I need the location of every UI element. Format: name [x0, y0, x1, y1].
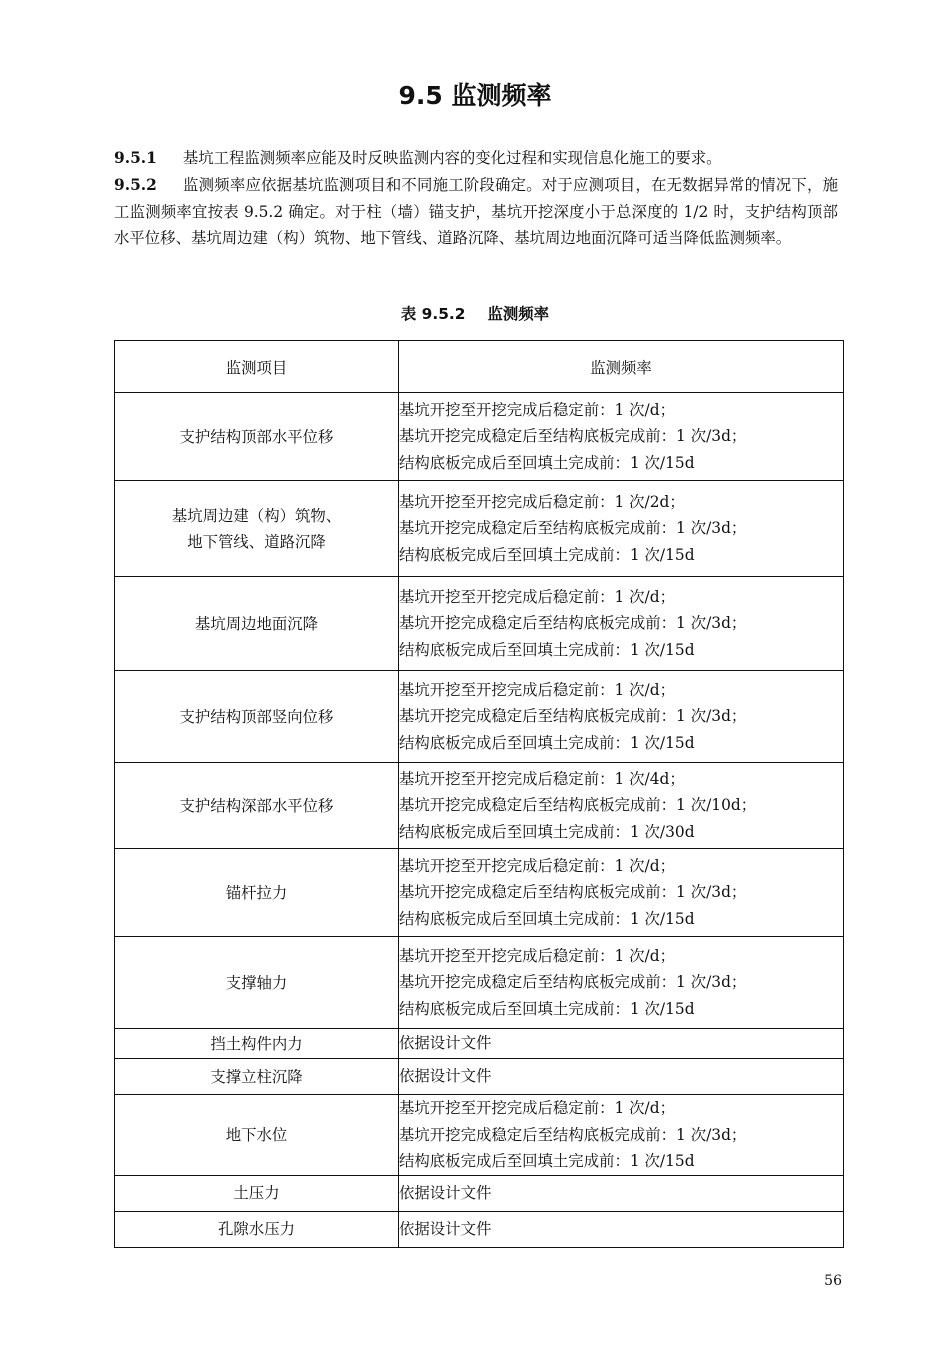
monitoring-item-text: 支撑轴力	[225, 973, 288, 992]
page-number: 56	[824, 1273, 842, 1289]
frequency-line: 基坑开挖完成稳定后至结构底板完成前：1 次/3d；	[399, 427, 747, 446]
monitoring-item-text: 支护结构顶部竖向位移	[179, 707, 334, 726]
monitoring-frequency-cell	[399, 763, 844, 849]
clause-text: 基坑工程监测频率应能及时反映监测内容的变化过程和实现信息化施工的要求。	[182, 149, 722, 167]
table-row	[115, 577, 844, 671]
monitoring-item-cell	[115, 393, 399, 481]
frequency-line: 基坑开挖至开挖完成后稳定前：1 次/d；	[399, 946, 675, 965]
monitoring-frequency-cell	[399, 577, 844, 671]
table-row	[115, 937, 844, 1029]
frequency-line: 基坑开挖完成稳定后至结构底板完成前：1 次/3d；	[399, 707, 747, 726]
table-header-row	[115, 341, 844, 393]
monitoring-item-text: 支撑立柱沉降	[210, 1067, 303, 1086]
table-row	[115, 393, 844, 481]
monitoring-item-cell	[115, 849, 399, 937]
table-caption	[0, 302, 950, 324]
table-caption-title: 监测频率	[487, 305, 550, 323]
frequency-line: 结构底板完成后至回填土完成前：1 次/15d	[399, 999, 695, 1018]
table-row	[115, 1211, 844, 1247]
monitoring-frequency-table	[114, 340, 844, 1248]
frequency-line: 基坑开挖至开挖完成后稳定前：1 次/d；	[399, 680, 675, 699]
table-row	[115, 1059, 844, 1095]
table-row	[115, 1175, 844, 1211]
header-frequency: 监测频率	[399, 341, 844, 393]
monitoring-item-cell	[115, 577, 399, 671]
monitoring-item-text: 支护结构顶部水平位移	[179, 427, 334, 446]
table-row	[115, 671, 844, 763]
clause-number: 9.5.1	[114, 149, 157, 167]
clause-9-5-2	[114, 172, 838, 252]
frequency-line: 结构底板完成后至回填土完成前：1 次/30d	[399, 822, 695, 841]
table-row	[115, 1029, 844, 1059]
monitoring-item-cell	[115, 1095, 399, 1176]
monitoring-item-cell	[115, 1175, 399, 1211]
frequency-line: 依据设计文件	[399, 1067, 492, 1086]
monitoring-item-cell	[115, 481, 399, 577]
monitoring-item-text: 锚杆拉力	[225, 883, 288, 902]
monitoring-item-text: 挡土构件内力	[210, 1034, 303, 1053]
section-title: 9.5 监测频率	[398, 81, 552, 110]
frequency-line: 基坑开挖至开挖完成后稳定前：1 次/4d；	[399, 769, 685, 788]
monitoring-frequency-cell	[399, 849, 844, 937]
frequency-line: 基坑开挖完成稳定后至结构底板完成前：1 次/3d；	[399, 614, 747, 633]
frequency-line: 基坑开挖至开挖完成后稳定前：1 次/2d；	[399, 492, 685, 511]
header-item: 监测项目	[115, 341, 399, 393]
monitoring-item-cell	[115, 1029, 399, 1059]
monitoring-frequency-cell	[399, 1211, 844, 1247]
monitoring-frequency-cell	[399, 671, 844, 763]
monitoring-item-text: 孔隙水压力	[218, 1220, 295, 1238]
frequency-line: 基坑开挖完成稳定后至结构底板完成前：1 次/3d；	[399, 883, 747, 902]
monitoring-frequency-cell	[399, 393, 844, 481]
monitoring-frequency-cell	[399, 937, 844, 1029]
table-row	[115, 481, 844, 577]
frequency-line: 依据设计文件	[399, 1034, 492, 1053]
frequency-line: 结构底板完成后至回填土完成前：1 次/15d	[399, 1152, 695, 1170]
monitoring-frequency-cell	[399, 1175, 844, 1211]
clause-text: 监测频率应依据基坑监测项目和不同施工阶段确定。对于应测项目，在无数据异常的情况下，施工监测频率宜按表 9.5.2 确定。对于柱（墙）锚支护，基坑开挖深度小于总深度的 1/2 时，支护结构顶部水平位移、基坑周边建（构）筑物、地下管线、道路沉降、基坑周边地面沉降可适当降低监测频率。	[114, 176, 838, 247]
monitoring-item-cell	[115, 1211, 399, 1247]
frequency-line: 依据设计文件	[399, 1219, 492, 1238]
monitoring-item-text: 地下水位	[225, 1125, 288, 1144]
monitoring-item-text: 基坑周边地面沉降	[194, 614, 319, 633]
frequency-line: 基坑开挖至开挖完成后稳定前：1 次/d；	[399, 587, 675, 606]
frequency-line: 基坑开挖完成稳定后至结构底板完成前：1 次/3d；	[399, 1125, 747, 1144]
table-row	[115, 1095, 844, 1176]
monitoring-frequency-cell	[399, 1029, 844, 1059]
frequency-line: 基坑开挖完成稳定后至结构底板完成前：1 次/3d；	[399, 973, 747, 992]
monitoring-item-cell	[115, 937, 399, 1029]
monitoring-item-text: 支护结构深部水平位移	[179, 796, 334, 815]
table-row	[115, 763, 844, 849]
monitoring-frequency-cell	[399, 1095, 844, 1176]
frequency-line: 结构底板完成后至回填土完成前：1 次/15d	[399, 545, 695, 564]
table-row	[115, 849, 844, 937]
clause-9-5-1	[114, 145, 838, 172]
monitoring-item-cell	[115, 1059, 399, 1095]
frequency-line: 结构底板完成后至回填土完成前：1 次/15d	[399, 640, 695, 659]
table-caption-number: 表 9.5.2	[400, 305, 466, 323]
monitoring-item-cell	[115, 763, 399, 849]
frequency-line: 依据设计文件	[399, 1183, 492, 1202]
frequency-line: 基坑开挖完成稳定后至结构底板完成前：1 次/3d；	[399, 519, 747, 538]
frequency-line: 结构底板完成后至回填土完成前：1 次/15d	[399, 453, 695, 472]
monitoring-frequency-cell	[399, 1059, 844, 1095]
frequency-line: 结构底板完成后至回填土完成前：1 次/15d	[399, 909, 695, 928]
frequency-line: 基坑开挖至开挖完成后稳定前：1 次/d；	[399, 400, 675, 419]
monitoring-item-text: 地下管线、道路沉降	[187, 532, 326, 551]
frequency-line: 基坑开挖完成稳定后至结构底板完成前：1 次/10d；	[399, 796, 757, 815]
monitoring-item-cell	[115, 671, 399, 763]
frequency-line: 基坑开挖至开挖完成后稳定前：1 次/d；	[399, 856, 675, 875]
frequency-line: 基坑开挖至开挖完成后稳定前：1 次/d；	[399, 1099, 675, 1117]
monitoring-item-text: 土压力	[233, 1184, 280, 1202]
clause-number: 9.5.2	[114, 176, 157, 194]
monitoring-item-text: 基坑周边建（构）筑物、	[171, 506, 342, 525]
monitoring-frequency-cell	[399, 481, 844, 577]
frequency-line: 结构底板完成后至回填土完成前：1 次/15d	[399, 733, 695, 752]
